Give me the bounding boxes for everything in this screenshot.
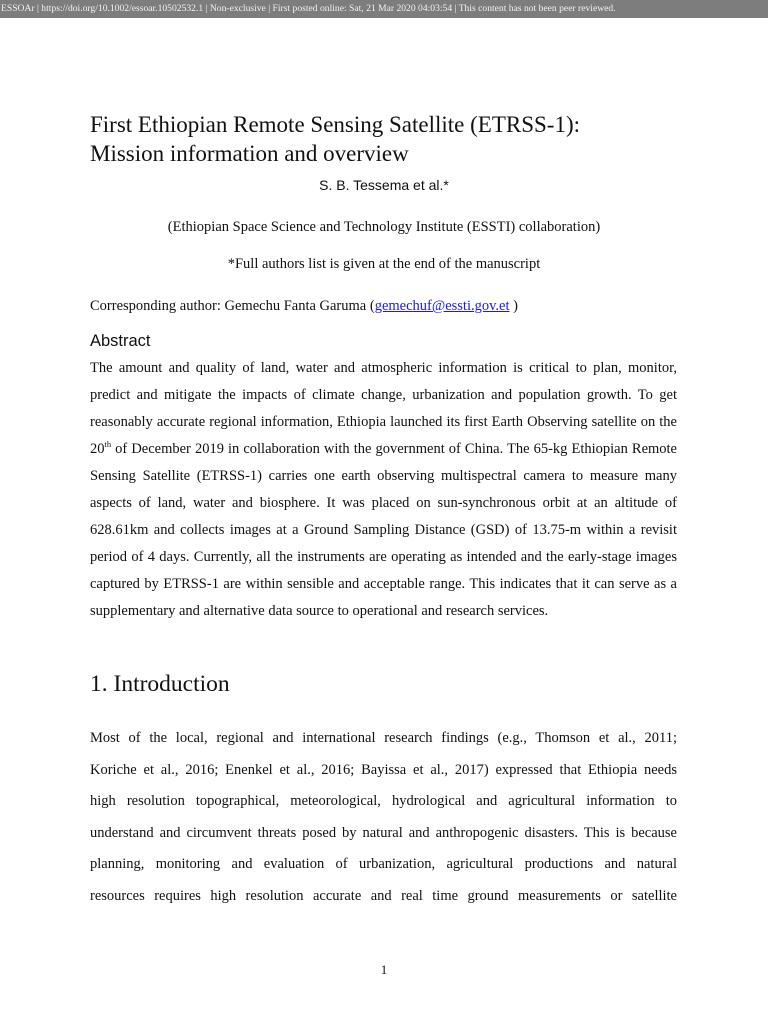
paper-title: [90, 110, 690, 168]
intro-line: Most of the local, regional and international research findings (e.g., Thomson et al., 2011;: [90, 730, 677, 746]
abstract-part-2: of December 2019 in collaboration with the government of China. The 65-kg Ethiopian Remote Sensing Satellite (ETRSS-1) carries one earth observing multispectral camera to measure many aspects of land, water and biosphere. It was placed on sun-synchronous orbit at an altitude of 628.61km and collects images at a Ground Sampling Distance (GSD) of 13.75-m within a revisit period of 4 days. Currently, all the instruments are operating as intended and the early-stage images captured by ETRSS-1 are within sensible and acceptable range. This indicates that it can serve as a supplementary and alternative data source to operational and research services.: [90, 441, 677, 619]
page-number: 1: [380, 962, 388, 977]
abstract-part-1: The amount and quality of land, water and atmospheric information is critical to plan, monitor, predict and mitigate the impacts of climate change, urbanization and population growth. To get reasonably accurate regional information, Ethiopia launched its first Earth Observing satellite on the 20: [90, 360, 677, 457]
corresponding-author: [90, 296, 680, 316]
affiliation: (Ethiopian Space Science and Technology Institute (ESSTI) collaboration): [167, 219, 601, 235]
ordinal-superscript: th: [104, 439, 112, 450]
full-authors-note: *Full authors list is given at the end of the manuscript: [227, 256, 541, 272]
intro-line: Koriche et al., 2016; Enenkel et al., 2016; Bayissa et al., 2017) expressed that Ethiopia needs: [90, 761, 677, 778]
title-line-2: Mission information and overview: [90, 141, 409, 166]
preprint-banner: ESSOAr | https://doi.org/10.1002/essoar.10502532.1 | Non-exclusive | First posted online: Sat, 21 Mar 2020 04:03:54 | This content has not been peer reviewed.: [0, 0, 768, 18]
introduction-text: [90, 723, 677, 913]
title-line-1: First Ethiopian Remote Sensing Satellite (ETRSS-1):: [90, 112, 580, 137]
email-link[interactable]: gemechuf@essti.gov.et: [374, 298, 510, 314]
abstract-text: [90, 355, 677, 625]
intro-line: high resolution topographical, meteorological, hydrological and agricultural information to: [90, 793, 677, 810]
corresponding-prefix: Corresponding author: Gemechu Fanta Garuma (: [90, 298, 375, 314]
corresponding-suffix: ): [509, 298, 518, 314]
abstract-heading: Abstract: [90, 332, 151, 350]
introduction-heading: 1. Introduction: [90, 671, 230, 697]
intro-line: resources requires high resolution accurate and real time ground measurements or satellite: [90, 887, 677, 904]
intro-line: planning, monitoring and evaluation of urbanization, agricultural productions and natural: [90, 856, 677, 873]
intro-line: understand and circumvent threats posed by natural and anthropogenic disasters. This is because: [90, 824, 677, 841]
authors: S. B. Tessema et al.*: [319, 177, 449, 193]
